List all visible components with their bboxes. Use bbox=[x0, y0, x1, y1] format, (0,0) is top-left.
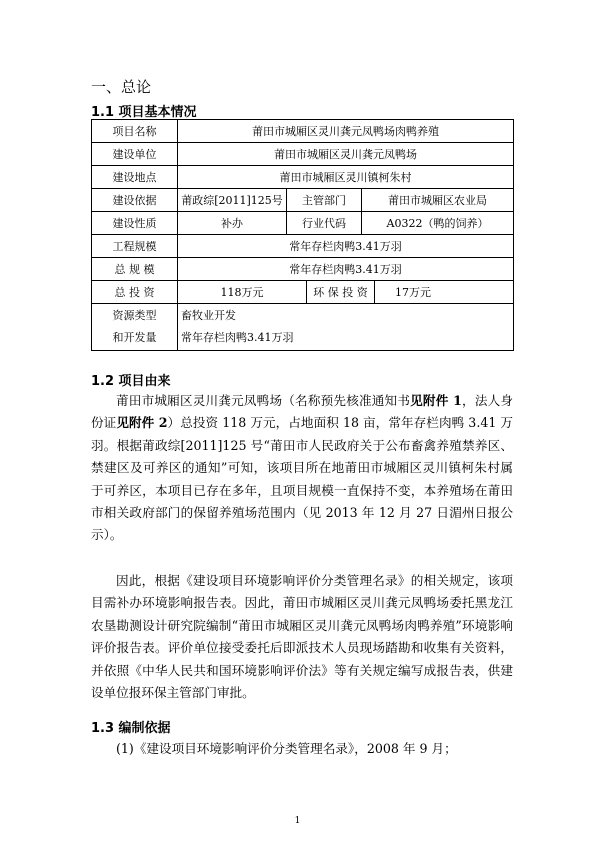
investment-value: 118万元 bbox=[178, 281, 307, 304]
attachment-ref: 见附件 1 bbox=[410, 393, 462, 408]
list-item: (1)《建设项目环境影响评价分类管理名录》，2008 年 9 月； bbox=[116, 741, 457, 756]
attachment-ref: 见附件 2 bbox=[116, 415, 168, 431]
page-number: 1 bbox=[294, 816, 301, 826]
table-row bbox=[92, 120, 514, 143]
resource-value-line: 畜牧业开发 bbox=[181, 309, 236, 322]
origin-paragraph-1 bbox=[91, 390, 513, 547]
section-heading-1-2: 1.2 项目由来 bbox=[91, 374, 171, 389]
table-label: 建设依据 bbox=[92, 189, 178, 212]
table-label: 总 投 资 bbox=[92, 281, 178, 304]
basis-list bbox=[91, 738, 513, 760]
total-scale-value: 常年存栏肉鸭3.41万羽 bbox=[178, 258, 514, 281]
authority-value: 莆田市城厢区农业局 bbox=[362, 189, 514, 212]
table-row bbox=[92, 189, 514, 212]
scale-value: 常年存栏肉鸭3.41万羽 bbox=[178, 235, 514, 258]
table-label: 环 保 投 资 bbox=[307, 281, 375, 304]
builder-value: 莆田市城厢区灵川龚元凤鸭场 bbox=[178, 143, 514, 166]
table-row bbox=[92, 235, 514, 258]
resource-label-line: 资源类型 bbox=[112, 309, 157, 322]
table-row bbox=[92, 258, 514, 281]
section-heading-1-1: 1.1 项目基本情况 bbox=[91, 105, 197, 120]
table-label: 行业代码 bbox=[287, 212, 362, 235]
origin-paragraph-2 bbox=[91, 570, 513, 704]
resource-value bbox=[178, 304, 514, 351]
origin-text: ，法人身份证 bbox=[91, 393, 514, 431]
resource-label bbox=[92, 304, 178, 351]
site-value: 莆田市城厢区灵川镇柯朱村 bbox=[178, 166, 514, 189]
table-row bbox=[92, 166, 514, 189]
resource-value-line: 常年存栏肉鸭3.41万羽 bbox=[181, 331, 294, 344]
table-row bbox=[92, 143, 514, 166]
origin-text: 因此，根据《建设项目环境影响评价分类管理名录》的相关规定，该项目需补办环境影响报告表。因此，莆田市城厢区灵川龚元凤鸭场委托黑龙江农垦勘测设计研究院编制“莆田市城厢区灵川龚元凤鸭场肉鸭养殖”环境影响评价报告表。评价单位接受委托后即派技术人员现场踏勘和收集有关资料，并依照《中华人民共和国环境影响评价法》等有关规定编写成报告表，供建设单位报环保主管部门审批。 bbox=[91, 573, 513, 701]
origin-text: 莆田市城厢区灵川龚元凤鸭场（名称预先核准通知书 bbox=[116, 393, 411, 408]
env-investment-value: 17万元 bbox=[375, 281, 514, 304]
table-label: 工程规模 bbox=[92, 235, 178, 258]
table-label: 建设单位 bbox=[92, 143, 178, 166]
table-label: 建设性质 bbox=[92, 212, 178, 235]
table-row bbox=[92, 304, 514, 351]
project-name-value: 莆田市城厢区灵川龚元凤鸭场肉鸭养殖 bbox=[178, 120, 514, 143]
basis-value: 莆政综[2011]125号 bbox=[178, 189, 287, 212]
chapter-heading: 一、总论 bbox=[91, 78, 152, 96]
section-heading-1-3: 1.3 编制依据 bbox=[91, 721, 171, 736]
table-label: 项目名称 bbox=[92, 120, 178, 143]
nature-value: 补办 bbox=[178, 212, 287, 235]
project-info-table bbox=[91, 119, 514, 351]
origin-text: ）总投资 118 万元，占地面积 18 亩，常年存栏肉鸭 3.41 万羽。根据莆政综[2011]125 号“莆田市人民政府关于公布畜禽养殖禁养区、禁建区及可养区的通知”可知，该项目所在地莆田市城厢区灵川镇柯朱村属于可养区，本项目已存在多年，且项目规模一直保持不变，本养殖场在莆田市相关政府部门的保留养殖场范围内（见 2013 年 12 月 27 日湄州日报公示）。 bbox=[91, 415, 514, 543]
industry-code-value: A0322（鸭的饲养） bbox=[362, 212, 514, 235]
table-row bbox=[92, 281, 514, 304]
resource-label-line: 和开发量 bbox=[112, 331, 157, 344]
table-label: 总 规 模 bbox=[92, 258, 178, 281]
table-label: 主管部门 bbox=[287, 189, 362, 212]
table-label: 建设地点 bbox=[92, 166, 178, 189]
table-row bbox=[92, 212, 514, 235]
